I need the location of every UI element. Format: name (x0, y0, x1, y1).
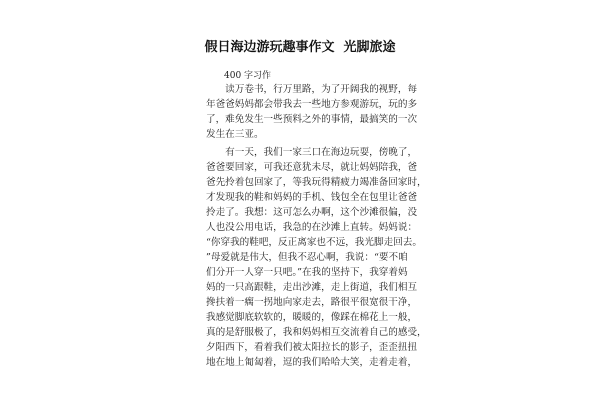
essay-body (206, 82, 427, 370)
document-title-main: 假日海边游玩趣事作文 (204, 40, 335, 55)
text-line: 人也没公用电话，我急的在沙滩上直转。妈妈说： (206, 222, 418, 233)
text-line: 地在地上匍匐着，逗的我们哈哈大笑，走着走着， (206, 357, 418, 368)
word-count-label: 400 字习作 (224, 71, 272, 81)
text-line: 年爸爸妈妈都会带我去一些地方参观游玩，玩的多 (206, 99, 418, 110)
text-line: 读万卷书，行万里路，为了开阔我的视野，每 (206, 84, 418, 95)
text-line: 爸先拎着包回家了，等我玩得精疲力竭准备回家时， (206, 177, 427, 188)
text-line: 拎走了。我想：这可怎么办啊，这个沙滩很偏，没 (206, 207, 418, 218)
document-title-sub: 光脚旅途 (343, 40, 396, 55)
text-line: 发生在三亚。 (206, 129, 264, 140)
text-line: 夕阳西下，看着我们被太阳拉长的影子，歪歪扭扭 (206, 342, 418, 353)
text-line: “你穿我的鞋吧，反正离家也不远，我光脚走回去。 (206, 237, 422, 248)
text-line: 我感觉脚底软软的，暖暖的，像踩在棉花上一般， (206, 312, 418, 323)
text-line: 有一天，我们一家三口在海边玩耍，傍晚了， (206, 147, 418, 158)
text-line: 搀扶着一瘸一拐地向家走去，路很平很宽很干净， (206, 297, 418, 308)
document-title (0, 36, 600, 55)
text-line: 才发现我的鞋和妈妈的手机、钱包全在包里让爸爸 (206, 192, 418, 203)
text-line: 爸爸要回家，可我还意犹未尽，就让妈妈陪我，爸 (206, 162, 418, 173)
text-line: ”母爱就是伟大，但我不忍心啊，我说：“要不咱 (206, 252, 408, 263)
text-line: 们分开一人穿一只吧。”在我的坚持下，我穿着妈 (206, 267, 408, 278)
text-line: 了，难免发生一些预料之外的事情，最搞笑的一次 (206, 114, 418, 125)
text-line: 妈的一只高跟鞋，走出沙滩，走上街道，我们相互 (206, 282, 418, 293)
text-line: 真的是舒服极了，我和妈妈相互交流着自己的感受， (206, 327, 427, 338)
